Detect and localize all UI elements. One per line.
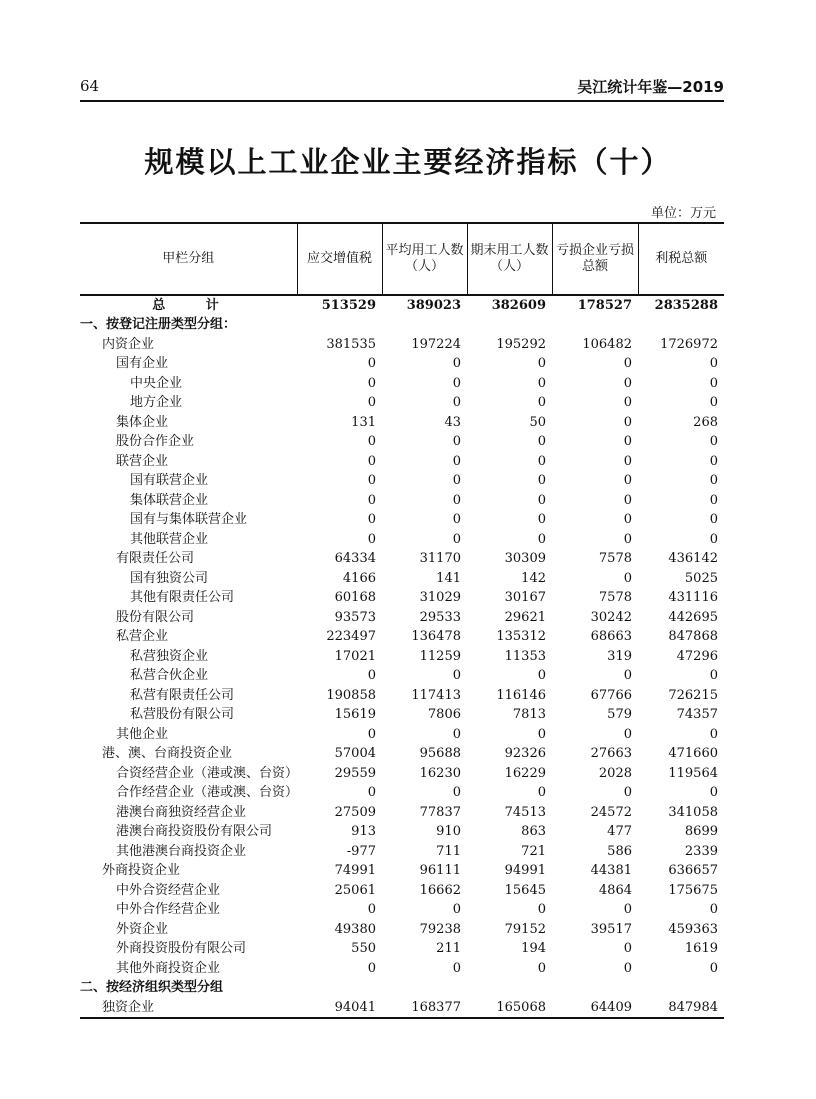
- cell-value: 47296: [676, 648, 718, 664]
- table-row: [80, 959, 724, 979]
- table-row: [80, 374, 724, 394]
- cell-value: 0: [709, 902, 718, 918]
- row-label: 总 计: [152, 298, 237, 313]
- cell-value: 0: [623, 785, 632, 801]
- cell-value: 16230: [419, 765, 461, 781]
- cell-value: 0: [623, 941, 632, 957]
- column-header: 平均用工人数 （人）: [382, 223, 467, 295]
- cell-value: 7813: [512, 707, 546, 723]
- cell-value: 0: [623, 512, 632, 528]
- cell-value: 0: [709, 726, 718, 742]
- cell-value: 195292: [496, 336, 546, 352]
- cell-value: 0: [452, 375, 461, 391]
- cell-value: 4166: [342, 570, 376, 586]
- row-label: 其他联营企业: [130, 531, 209, 547]
- table-row: [80, 705, 724, 725]
- section-row: [80, 315, 724, 335]
- row-label: 地方企业: [130, 395, 183, 411]
- table-row: [80, 725, 724, 745]
- cell-value: 0: [367, 512, 376, 528]
- cell-value: 16662: [419, 882, 461, 898]
- cell-value: 389023: [406, 298, 461, 313]
- cell-value: 0: [623, 453, 632, 469]
- cell-value: 268: [693, 414, 718, 430]
- cell-value: 94991: [504, 863, 546, 879]
- cell-value: 0: [452, 512, 461, 528]
- cell-value: 2835288: [654, 298, 718, 313]
- cell-value: 135312: [496, 629, 546, 645]
- row-label: 联营企业: [116, 453, 169, 469]
- cell-value: 0: [623, 375, 632, 391]
- cell-value: [467, 315, 552, 335]
- table-row: [80, 998, 724, 1018]
- cell-value: 165068: [496, 999, 546, 1015]
- column-header: 甲栏分组: [80, 223, 297, 295]
- row-label: 独资企业: [102, 999, 155, 1015]
- cell-value: 116146: [496, 687, 546, 703]
- cell-value: 341058: [668, 804, 718, 820]
- cell-value: 30242: [590, 609, 632, 625]
- cell-value: 586: [607, 843, 632, 859]
- page-title: 规模以上工业企业主要经济指标（十）: [144, 145, 672, 179]
- table-row: [80, 920, 724, 940]
- row-label: 内资企业: [102, 336, 155, 352]
- table-header-row: [80, 223, 724, 295]
- cell-value: 0: [537, 902, 546, 918]
- cell-value: 0: [623, 570, 632, 586]
- cell-value: 57004: [334, 746, 376, 762]
- cell-value: 27509: [334, 804, 376, 820]
- cell-value: 0: [709, 531, 718, 547]
- cell-value: 142: [521, 570, 546, 586]
- row-label: 港澳台商独资经营企业: [116, 804, 247, 820]
- cell-value: 0: [537, 356, 546, 372]
- row-label: 私营独资企业: [130, 648, 209, 664]
- cell-value: 0: [367, 531, 376, 547]
- cell-value: 141: [436, 570, 461, 586]
- row-label: 私营合伙企业: [130, 668, 209, 684]
- cell-value: 31170: [419, 551, 461, 567]
- cell-value: 0: [367, 902, 376, 918]
- cell-value: 0: [452, 785, 461, 801]
- row-label: 集体企业: [116, 414, 169, 430]
- row-label: 二、按经济组织类型分组: [80, 980, 224, 996]
- cell-value: 436142: [668, 551, 718, 567]
- cell-value: 0: [623, 726, 632, 742]
- cell-value: 0: [537, 492, 546, 508]
- row-label: 合资经营企业（港或澳、台资）: [116, 765, 299, 781]
- row-label: 一、按登记注册类型分组：: [80, 317, 237, 333]
- cell-value: 0: [367, 492, 376, 508]
- table-row: [80, 822, 724, 842]
- cell-value: 0: [452, 668, 461, 684]
- cell-value: 477: [607, 824, 632, 840]
- cell-value: 117413: [411, 687, 461, 703]
- cell-value: 7578: [598, 590, 632, 606]
- cell-value: 0: [367, 434, 376, 450]
- cell-value: 64409: [590, 999, 632, 1015]
- cell-value: [297, 978, 382, 998]
- header-rule: [80, 100, 724, 102]
- cell-value: 11353: [504, 648, 546, 664]
- cell-value: 27663: [590, 746, 632, 762]
- cell-value: 0: [452, 473, 461, 489]
- cell-value: [638, 978, 724, 998]
- cell-value: 0: [709, 473, 718, 489]
- cell-value: 0: [537, 434, 546, 450]
- cell-value: 0: [367, 356, 376, 372]
- table-row: [80, 608, 724, 628]
- row-label: 外资企业: [116, 921, 169, 937]
- cell-value: 1619: [684, 941, 718, 957]
- table-row: [80, 861, 724, 881]
- cell-value: [467, 978, 552, 998]
- table-row: [80, 803, 724, 823]
- column-header: 应交增值税: [297, 223, 382, 295]
- table-row: [80, 588, 724, 608]
- cell-value: 43: [444, 414, 461, 430]
- row-label: 其他有限责任公司: [130, 590, 235, 606]
- cell-value: 24572: [590, 804, 632, 820]
- column-header: 期末用工人数 （人）: [467, 223, 552, 295]
- cell-value: 39517: [590, 921, 632, 937]
- cell-value: 30309: [504, 551, 546, 567]
- row-label: 有限责任公司: [116, 551, 195, 567]
- cell-value: 16229: [504, 765, 546, 781]
- table-row: [80, 881, 724, 901]
- unit-label: 单位：万元: [650, 206, 716, 221]
- cell-value: 319: [607, 648, 632, 664]
- table-row: [80, 432, 724, 452]
- cell-value: 0: [367, 375, 376, 391]
- cell-value: 74513: [504, 804, 546, 820]
- cell-value: 77837: [419, 804, 461, 820]
- table-row: [80, 842, 724, 862]
- cell-value: 0: [623, 960, 632, 976]
- cell-value: 0: [537, 726, 546, 742]
- table-row: [80, 354, 724, 374]
- table-row: [80, 744, 724, 764]
- cell-value: 0: [452, 356, 461, 372]
- cell-value: 190858: [326, 687, 376, 703]
- cell-value: 0: [623, 395, 632, 411]
- row-label: 其他港澳台商投资企业: [116, 843, 247, 859]
- cell-value: 0: [537, 395, 546, 411]
- cell-value: 0: [452, 395, 461, 411]
- cell-value: 136478: [411, 629, 461, 645]
- cell-value: 223497: [326, 629, 376, 645]
- table-row: [80, 900, 724, 920]
- row-label: 外商投资股份有限公司: [116, 941, 247, 957]
- cell-value: 0: [537, 531, 546, 547]
- cell-value: 29533: [419, 609, 461, 625]
- cell-value: 168377: [411, 999, 461, 1015]
- row-label: 私营企业: [116, 629, 169, 645]
- cell-value: 0: [709, 375, 718, 391]
- cell-value: 0: [537, 453, 546, 469]
- table-row: [80, 549, 724, 569]
- cell-value: 67766: [590, 687, 632, 703]
- table-row: [80, 647, 724, 667]
- cell-value: 0: [623, 902, 632, 918]
- cell-value: 211: [436, 941, 461, 957]
- cell-value: 0: [623, 492, 632, 508]
- cell-value: 636657: [668, 863, 718, 879]
- table-row: [80, 764, 724, 784]
- cell-value: 0: [537, 668, 546, 684]
- cell-value: 0: [367, 960, 376, 976]
- cell-value: 74357: [676, 707, 718, 723]
- cell-value: 0: [709, 492, 718, 508]
- cell-value: 194: [521, 941, 546, 957]
- table-body: [80, 295, 724, 1018]
- cell-value: 0: [537, 375, 546, 391]
- cell-value: 0: [709, 960, 718, 976]
- cell-value: 93573: [334, 609, 376, 625]
- cell-value: 550: [351, 941, 376, 957]
- cell-value: 863: [521, 824, 546, 840]
- row-label: 其他外商投资企业: [116, 960, 221, 976]
- cell-value: 106482: [582, 336, 632, 352]
- cell-value: 513529: [321, 298, 376, 313]
- cell-value: 92326: [504, 746, 546, 762]
- table-row: [80, 510, 724, 530]
- cell-value: 5025: [684, 570, 718, 586]
- table-row: [80, 783, 724, 803]
- cell-value: 8699: [684, 824, 718, 840]
- row-label: 股份合作企业: [116, 434, 195, 450]
- cell-value: 910: [436, 824, 461, 840]
- cell-value: 0: [623, 434, 632, 450]
- cell-value: 31029: [419, 590, 461, 606]
- cell-value: 0: [709, 668, 718, 684]
- cell-value: [382, 315, 467, 335]
- cell-value: 579: [607, 707, 632, 723]
- cell-value: 15645: [504, 882, 546, 898]
- cell-value: 382609: [491, 298, 546, 313]
- row-label: 国有联营企业: [130, 473, 209, 489]
- cell-value: 0: [709, 395, 718, 411]
- table-row: [80, 686, 724, 706]
- cell-value: [382, 978, 467, 998]
- cell-value: 0: [452, 531, 461, 547]
- cell-value: 0: [452, 492, 461, 508]
- table-row: [80, 452, 724, 472]
- cell-value: 0: [623, 414, 632, 430]
- cell-value: 0: [537, 785, 546, 801]
- cell-value: 7806: [427, 707, 461, 723]
- cell-value: 431116: [668, 590, 718, 606]
- table-row: [80, 627, 724, 647]
- cell-value: 178527: [577, 298, 632, 313]
- cell-value: -977: [346, 843, 376, 859]
- cell-value: 30167: [504, 590, 546, 606]
- cell-value: 0: [709, 356, 718, 372]
- cell-value: [552, 315, 638, 335]
- cell-value: 94041: [334, 999, 376, 1015]
- table-row: [80, 569, 724, 589]
- cell-value: 471660: [668, 746, 718, 762]
- row-label: 国有独资公司: [130, 570, 209, 586]
- cell-value: 847984: [668, 999, 718, 1015]
- cell-value: 4864: [598, 882, 632, 898]
- cell-value: 0: [452, 960, 461, 976]
- cell-value: 29621: [504, 609, 546, 625]
- row-label: 中外合资经营企业: [116, 882, 221, 898]
- cell-value: 197224: [411, 336, 461, 352]
- page-number: 64: [80, 77, 100, 95]
- cell-value: 0: [709, 785, 718, 801]
- column-header: 利税总额: [638, 223, 724, 295]
- cell-value: 0: [367, 668, 376, 684]
- cell-value: 49380: [334, 921, 376, 937]
- cell-value: 79238: [419, 921, 461, 937]
- row-label: 股份有限公司: [116, 609, 195, 625]
- total-row: [80, 295, 724, 315]
- table-row: [80, 413, 724, 433]
- cell-value: 0: [709, 453, 718, 469]
- cell-value: 726215: [668, 687, 718, 703]
- cell-value: 0: [623, 356, 632, 372]
- row-label: 港、澳、台商投资企业: [102, 746, 233, 762]
- cell-value: 0: [537, 473, 546, 489]
- row-label: 中央企业: [130, 375, 183, 391]
- table-row: [80, 335, 724, 355]
- cell-value: 711: [436, 843, 461, 859]
- row-label: 私营股份有限公司: [130, 707, 235, 723]
- cell-value: 15619: [334, 707, 376, 723]
- table-row: [80, 530, 724, 550]
- cell-value: 0: [623, 473, 632, 489]
- cell-value: 459363: [668, 921, 718, 937]
- cell-value: 11259: [419, 648, 461, 664]
- cell-value: 0: [623, 668, 632, 684]
- cell-value: 0: [709, 434, 718, 450]
- cell-value: 96111: [419, 863, 461, 879]
- row-label: 集体联营企业: [130, 492, 209, 508]
- cell-value: 7578: [598, 551, 632, 567]
- cell-value: 442695: [668, 609, 718, 625]
- table-row: [80, 939, 724, 959]
- row-label: 外商投资企业: [102, 863, 181, 879]
- cell-value: 721: [521, 843, 546, 859]
- cell-value: 0: [537, 960, 546, 976]
- table-row: [80, 491, 724, 511]
- cell-value: 381535: [326, 336, 376, 352]
- cell-value: 0: [367, 785, 376, 801]
- cell-value: 68663: [590, 629, 632, 645]
- cell-value: 0: [623, 531, 632, 547]
- row-label: 国有与集体联营企业: [130, 512, 248, 528]
- row-label: 港澳台商投资股份有限公司: [116, 824, 273, 840]
- cell-value: 50: [529, 414, 546, 430]
- table-row: [80, 471, 724, 491]
- cell-value: 2028: [598, 765, 632, 781]
- cell-value: 1726972: [660, 336, 718, 352]
- book-title: 吴江统计年鉴—2019: [577, 78, 724, 96]
- cell-value: 0: [367, 726, 376, 742]
- cell-value: 847868: [668, 629, 718, 645]
- row-label: 合作经营企业（港或澳、台资）: [116, 785, 299, 801]
- row-label: 其他企业: [116, 726, 169, 742]
- cell-value: 29559: [334, 765, 376, 781]
- cell-value: 0: [367, 395, 376, 411]
- section-row: [80, 978, 724, 998]
- cell-value: 2339: [684, 843, 718, 859]
- row-label: 私营有限责任公司: [130, 687, 235, 703]
- cell-value: 44381: [590, 863, 632, 879]
- cell-value: 60168: [334, 590, 376, 606]
- cell-value: 913: [351, 824, 376, 840]
- cell-value: 64334: [334, 551, 376, 567]
- cell-value: [552, 978, 638, 998]
- cell-value: 0: [367, 473, 376, 489]
- cell-value: [638, 315, 724, 335]
- cell-value: 74991: [334, 863, 376, 879]
- cell-value: 95688: [419, 746, 461, 762]
- cell-value: 0: [452, 434, 461, 450]
- cell-value: 17021: [334, 648, 376, 664]
- cell-value: 0: [452, 453, 461, 469]
- cell-value: 0: [452, 726, 461, 742]
- table-row: [80, 393, 724, 413]
- cell-value: [297, 315, 382, 335]
- row-label: 国有企业: [116, 356, 169, 372]
- statistics-table: [80, 222, 724, 1019]
- row-label: 中外合作经营企业: [116, 902, 221, 918]
- cell-value: 25061: [334, 882, 376, 898]
- table-row: [80, 666, 724, 686]
- cell-value: 131: [351, 414, 376, 430]
- cell-value: 79152: [504, 921, 546, 937]
- cell-value: 119564: [668, 765, 718, 781]
- column-header: 亏损企业亏损 总额: [552, 223, 638, 295]
- cell-value: 0: [452, 902, 461, 918]
- cell-value: 0: [367, 453, 376, 469]
- cell-value: 175675: [668, 882, 718, 898]
- cell-value: 0: [537, 512, 546, 528]
- cell-value: 0: [709, 512, 718, 528]
